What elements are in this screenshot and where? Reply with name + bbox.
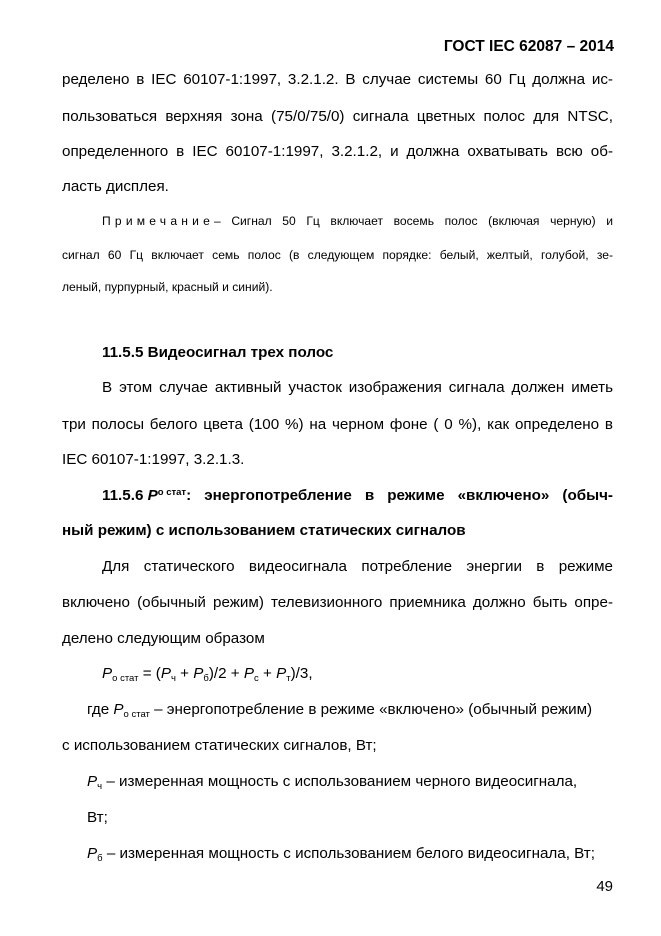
def-white-sub: б [97, 853, 103, 864]
def-black [87, 773, 577, 792]
section-11-5-5-line3: IEC 60107-1:1997, 3.2.1.3. [62, 451, 245, 468]
formula-p-b: P [193, 665, 204, 682]
def-black-sub: ч [97, 781, 103, 792]
section-11-5-6-heading [102, 487, 613, 504]
section-11-5-5-line2: три полосы белого цвета (100 %) на черном фоне ( 0 %), как определено в [62, 416, 613, 433]
note-text: – Сигнал 50 Гц включает восемь полос (включая черную) и [214, 214, 613, 228]
para1-line3: определенного в IEC 60107-1:1997, 3.2.1.2, и должна охватывать всю об- [62, 143, 613, 160]
section-11-5-6-line3: делено следующим образом [62, 630, 265, 647]
formula-p-t: P [276, 665, 287, 682]
formula-plus2: + [258, 665, 277, 682]
formula-sub-ch: ч [171, 673, 176, 684]
def-white-p: P [87, 845, 98, 862]
section-11-5-5-heading: 11.5.5 Видеосигнал трех полос [102, 344, 334, 361]
page-number: 49 [596, 878, 613, 895]
note-line2: сигнал 60 Гц включает семь полос (в следующем порядке: белый, желтый, голубой, зе- [62, 248, 613, 262]
where-sub: о стат [123, 709, 150, 720]
document-id-header: ГОСТ IEC 62087 – 2014 [443, 38, 614, 55]
formula-p-s: P [243, 665, 255, 682]
para1-line1: ределено в IEC 60107-1:1997, 3.2.1.2. В случае системы 60 Гц должна ис- [62, 71, 613, 88]
section-11-5-6-line1: Для статического видеосигнала потребление энергии в режиме [102, 558, 613, 575]
formula-eq: = ( [138, 665, 161, 682]
def-black-text: – измеренная мощность с использованием черного видеосигнала, [102, 773, 578, 790]
def-white-text: – измеренная мощность с использованием белого видеосигнала, Вт; [102, 845, 595, 862]
formula-sub: о стат [112, 673, 139, 684]
note-label: Примечание [102, 214, 214, 228]
formula-sub-b: б [203, 673, 209, 684]
where-p: P [113, 701, 124, 718]
formula-sub-s: с [254, 673, 259, 684]
para1-line2: пользоваться верхняя зона (75/0/75/0) сигнала цветных полос для NTSC, [62, 108, 613, 125]
note-line1 [102, 214, 613, 228]
heading-text: : энергопотребление в режиме «включено» (обыч- [186, 487, 613, 504]
para1-line4: ласть дисплея. [62, 178, 169, 195]
formula-end: )/3, [290, 665, 313, 682]
formula-mid: )/2 + [208, 665, 244, 682]
formula-p: P [102, 665, 113, 682]
formula-p-ch: P [160, 665, 171, 682]
where-rest: – энергопотребление в режиме «включено» (обычный режим) [149, 701, 593, 718]
power-symbol: P [147, 487, 158, 504]
section-11-5-6-heading-line2: ный режим) с использованием статических сигналов [62, 522, 466, 539]
section-number: 11.5.6 [102, 487, 148, 504]
def-black-p: P [87, 773, 98, 790]
formula-sub-t: т [286, 673, 291, 684]
note-line3: леный, пурпурный, красный и синий). [62, 280, 273, 294]
def-white [87, 845, 595, 864]
where-gde: где [87, 701, 114, 718]
section-11-5-6-line2: включено (обычный режим) телевизионного приемника должно быть опре- [62, 594, 613, 611]
def-black-unit: Вт; [87, 809, 108, 826]
section-11-5-5-line1: В этом случае активный участок изображения сигнала должен иметь [102, 379, 613, 396]
power-formula [102, 665, 313, 684]
where-line2: с использованием статических сигналов, Вт; [62, 737, 377, 754]
where-line1 [87, 701, 592, 720]
power-subscript: о стат [157, 487, 187, 498]
formula-plus1: + [175, 665, 194, 682]
